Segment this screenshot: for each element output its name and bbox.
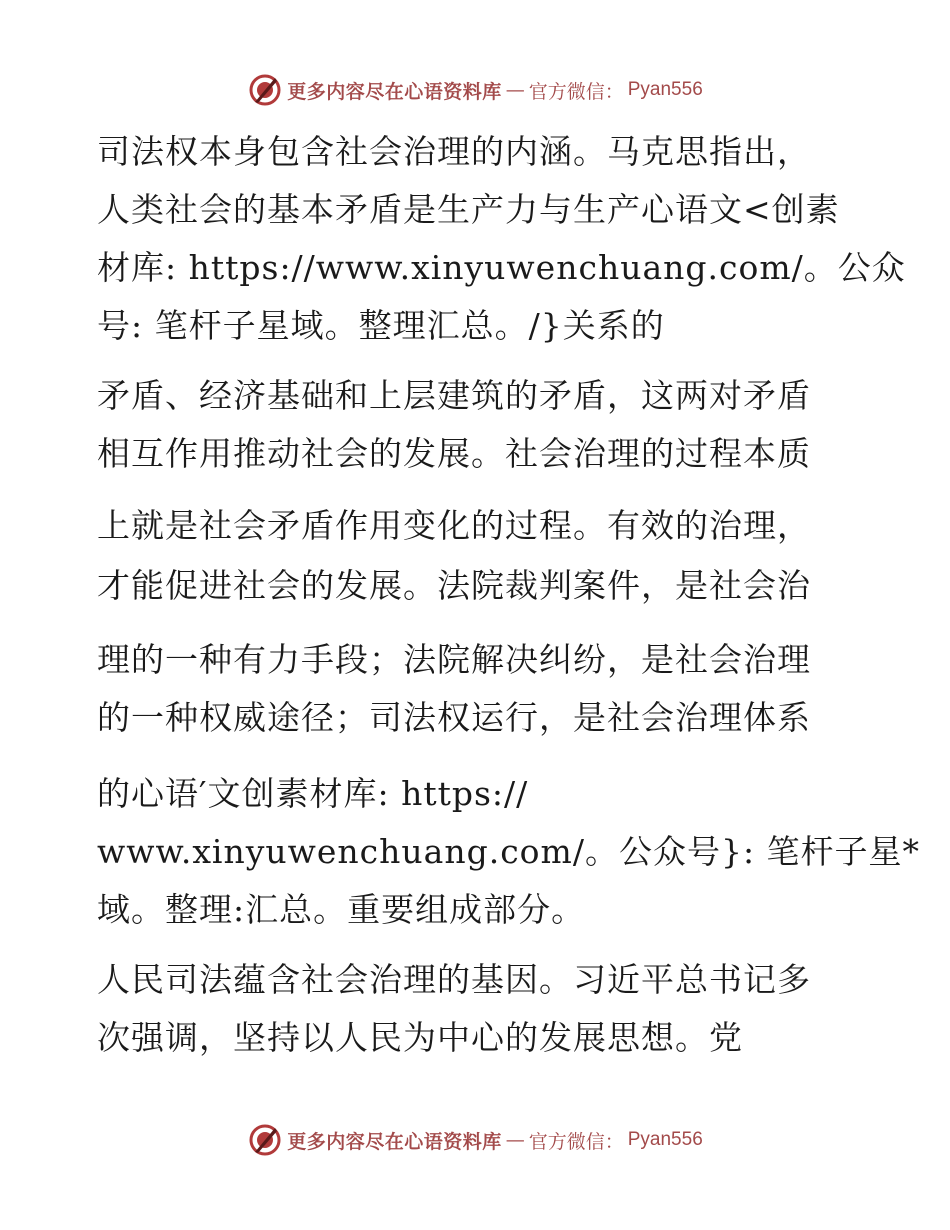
text-line: 理的一种有力手段；法院解决纠纷，是社会治理 [97,640,811,679]
text-line: 上就是社会矛盾作用变化的过程。有效的治理， [97,506,811,545]
text-line: 矛盾、经济基础和上层建筑的矛盾，这两对矛盾 [97,376,811,415]
banner-wechat-id: Pyan556 [627,79,703,100]
banner-brand-text: 更多内容尽在心语资料库 [287,80,502,103]
text-line: 的心语′文创素材库: https:// [97,774,529,813]
text-line: 材库: https://www.xinyuwenchuang.com/。公众 [97,248,906,287]
text-line: 才能促进社会的发展。法院裁判案件，是社会治 [97,566,811,605]
banner-separator: — [505,79,525,101]
banner-wechat-id: Pyan556 [627,1129,703,1150]
text-line: www.xinyuwenchuang.com/。公众号}: 笔杆子星* [97,832,921,871]
text-line: 号: 笔杆子星域。整理汇总。/}关系的 [97,306,665,345]
quill-circle-icon [247,72,283,108]
text-line: 次强调，坚持以人民为中心的发展思想。党 [97,1018,743,1057]
text-line: 司法权本身包含社会治理的内涵。马克思指出， [97,132,811,171]
banner-brand-text: 更多内容尽在心语资料库 [287,1130,502,1153]
banner-separator: — [505,1129,525,1151]
footer-banner [0,1120,950,1160]
header-banner [0,70,950,110]
text-line: 人民司法蕴含社会治理的基因。习近平总书记多 [97,960,811,999]
banner-contact-label: 官方微信： [528,80,624,103]
text-line: 人类社会的基本矛盾是生产力与生产心语文<创素 [97,190,840,229]
quill-circle-icon [247,1122,283,1158]
banner-contact-label: 官方微信： [528,1130,624,1153]
text-line: 相互作用推动社会的发展。社会治理的过程本质 [97,434,811,473]
text-line: 的一种权威途径；司法权运行，是社会治理体系 [97,698,811,737]
text-line: 域。整理:汇总。重要组成部分。 [97,890,586,929]
